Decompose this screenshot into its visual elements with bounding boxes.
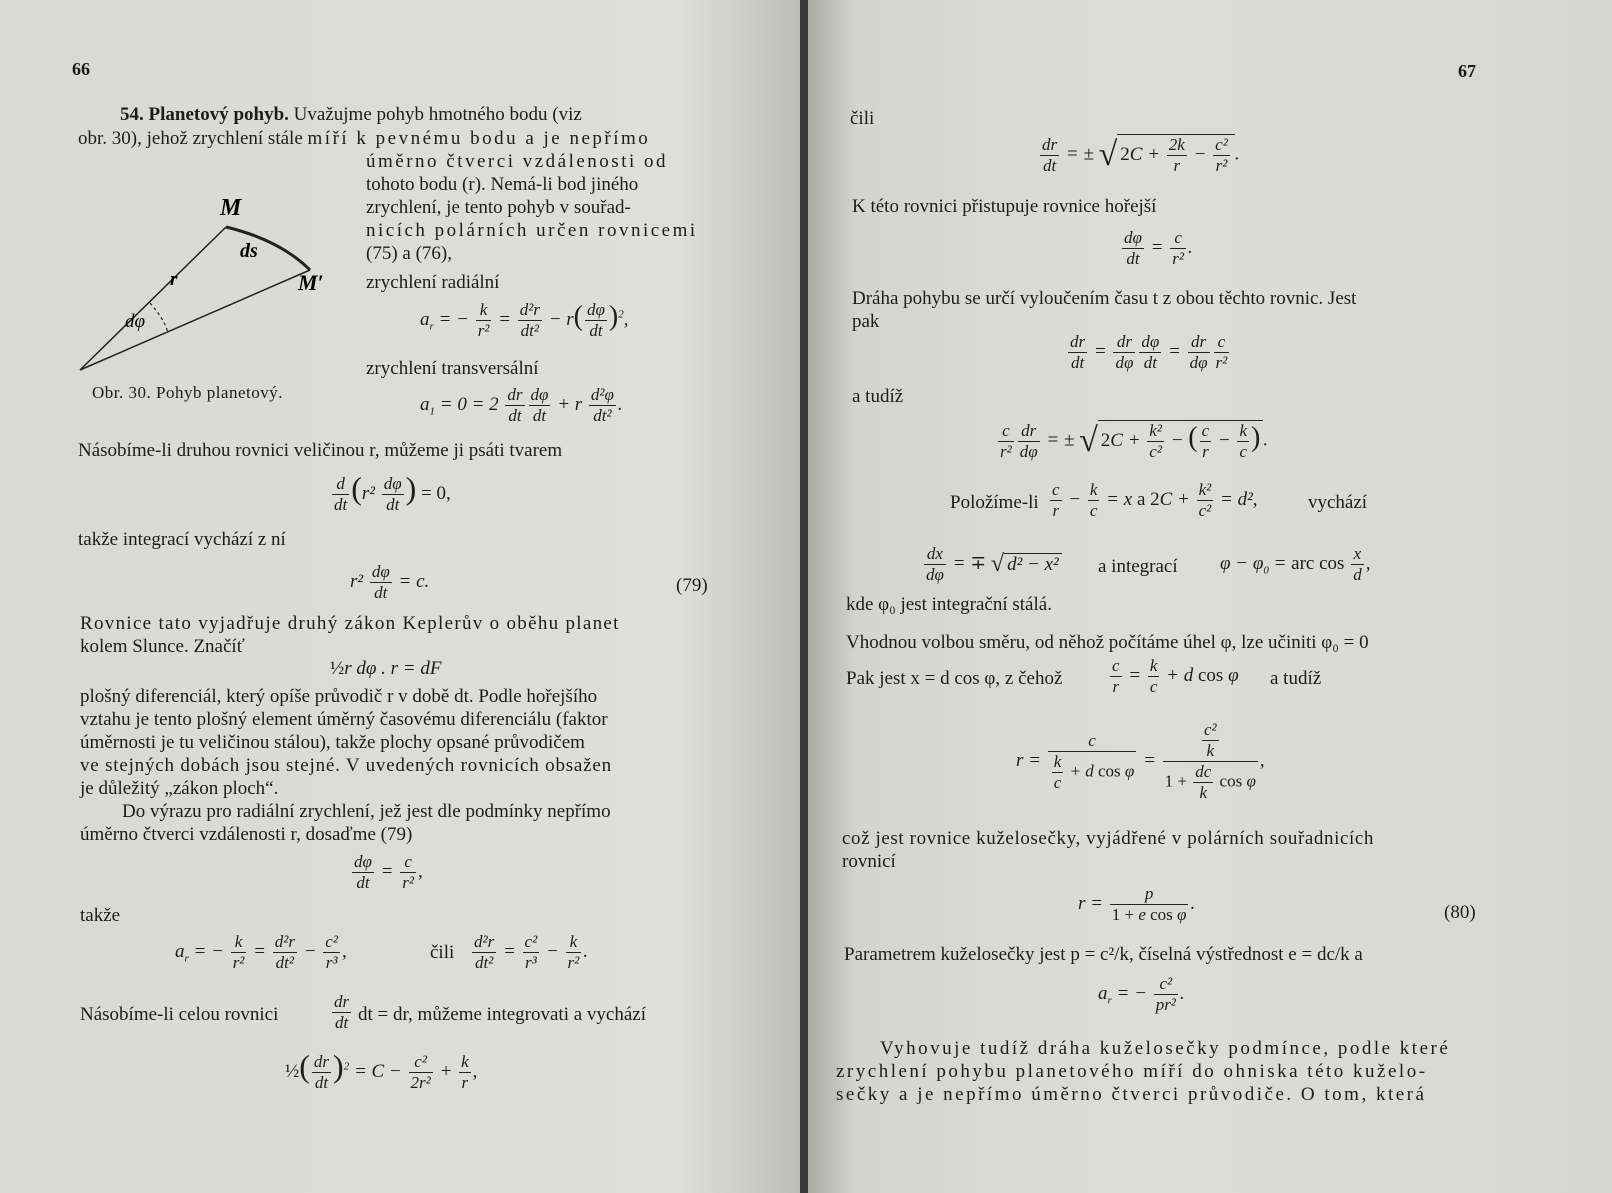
equation-c-over-r: $\frac{c}{r}$ = $\frac{k}{c}$ + d cos φ [1112, 656, 1239, 696]
text-line: čili [850, 108, 875, 129]
text-line: ve stejných dobách jsou stejné. V uvedených rovnicích obsažen [80, 755, 612, 776]
text-line: Vyhovuje tudíž dráha kuželosečky podmínce, podle které [880, 1038, 1451, 1059]
equation-number-79: (79) [676, 575, 708, 596]
text-line: rovnicí [842, 851, 896, 872]
text-line: a tudíž [1270, 668, 1322, 689]
heading-title: Planetový pohyb. [148, 104, 289, 125]
arc-ds [226, 227, 310, 270]
figure-caption: Obr. 30. Pohyb planetový. [92, 383, 283, 402]
equation-radial-acceleration: $a_r$ = − $\frac{k}{\text{r²}}$ = $\frac{\text{d²r}}{\text{dt²}}$ − r( $\frac{d\varphi}{dt}$ )$^2$, [420, 300, 629, 340]
text-line: sečky a je nepřímo úměrno čtverci průvodiče. O tom, která [836, 1084, 1427, 1105]
text-line: což jest rovnice kuželosečky, vyjádřené v polárních souřadnicích [842, 828, 1375, 849]
text-line: kde φ₀ jest integrační stálá. [846, 594, 1052, 615]
equation-area: ½r dφ . r = dF [330, 658, 442, 679]
text-line: takže [80, 905, 121, 926]
text-line: zrychlení pohybu planetového míří do ohniska této kuželo- [836, 1061, 1428, 1082]
heading-number: 54. [120, 104, 144, 125]
text-line: pak [852, 311, 880, 332]
equation-79: r² $\frac{d\varphi}{dt}$ = c. [350, 562, 430, 602]
text-line: úměrno čtverci vzdálenosti od [366, 151, 669, 172]
radius-line-r [80, 227, 226, 370]
label-ds: ds [240, 240, 258, 262]
arc-dphi [150, 303, 168, 333]
text-line: zrychlení, je tento pohyb v souřad- [366, 197, 631, 218]
text-line: zrychlení radiální [366, 272, 500, 293]
text-line: a tudíž [852, 386, 904, 407]
equation-dphi-dt-right: $\frac{d\varphi}{dt}$ = $\frac{c}{\text{r²}}$ . [1124, 228, 1193, 268]
equation-ar-substituted: $a_r$ = − $\frac{k}{\text{r²}}$ = $\frac{\text{d²r}}{\text{dt²}}$ − $\frac{\text{c²}}{\text{r³}}$ , [175, 932, 347, 972]
text-line: dt = dr, můžeme integrovati a vychází [358, 1004, 646, 1025]
text-line: Rovnice tato vyjadřuje druhý zákon Keplerův o oběhu planet [80, 613, 620, 634]
label-r: r [170, 269, 178, 290]
equation-energy: ½( $\frac{dr}{dt}$ )$^2$ = C − $\frac{\text{c²}}{\text{2r²}}$ + $\frac{k}{r}$ , [285, 1048, 478, 1093]
text-span-spaced: míří k pevnému bodu a je nepřímo [307, 128, 651, 149]
text-line: Parametrem kuželosečky jest p = c²/k, číselná výstřednost e = dc/k a [844, 944, 1363, 965]
text-line: Položíme-li [950, 492, 1039, 513]
text-line: Do výrazu pro radiální zrychlení, jež jest dle podmínky nepřímo [122, 801, 611, 822]
label-M-prime: M′ [298, 270, 324, 295]
equation-dr-dt: $\frac{dr}{dt}$ [334, 992, 350, 1032]
equation-d-dt: $\frac{d}{dt}$ (r² $\frac{d\varphi}{dt}$ ) = 0, [334, 470, 451, 515]
equation-substitution: $\frac{c}{r}$ − $\frac{k}{c}$ = x a 2C + $\frac{\text{k²}}{\text{c²}}$ = d², [1052, 480, 1258, 520]
text-line: (75) a (76), [366, 243, 452, 264]
text-line: plošný diferenciál, který opíše průvodič r v době dt. Podle hořejšího [80, 686, 598, 707]
text-line: Násobíme-li celou rovnici [80, 1004, 279, 1025]
text-line: vztahu je tento plošný element úměrný časovému diferenciálu (faktor [80, 709, 608, 730]
label-M: M [220, 195, 242, 221]
text-line: čili [430, 942, 455, 963]
text-line: Pak jest x = d cos φ, z čehož [846, 668, 1063, 689]
label-dphi: dφ [125, 311, 146, 332]
text-line: a integrací [1098, 556, 1178, 577]
text-line: takže integrací vychází z ní [78, 529, 286, 550]
text-line: nicích polárních určen rovnicemi [366, 220, 698, 241]
equation-dr-dt-sqrt: $\frac{dr}{dt}$ = ± √ 2C + $\frac{2k}{r}$ − $\frac{\text{c²}}{\text{r²}}$ . [1042, 134, 1240, 175]
text-line: úměrnosti je tu veličinou stálou), takže plochy opsané průvodičem [80, 732, 585, 753]
book-gutter [800, 0, 808, 1193]
right-page [808, 0, 1612, 1193]
page-number-right: 67 [1458, 61, 1476, 81]
text-line: Násobíme-li druhou rovnici veličinou r, můžeme ji psáti tvarem [78, 440, 563, 461]
text-span: obr. 30), jehož zrychlení stále [78, 128, 303, 149]
equation-integration: $\varphi - \varphi_0$ = arc cos $\frac{x}{d}$ , [1220, 544, 1371, 584]
text-line: je důležitý „zákon ploch“. [80, 778, 279, 799]
equation-80: r = $\frac{p}{\text{1 + e cos φ}}$ . [1078, 884, 1196, 924]
equation-transversal-acceleration: $a_1 = 0 = 2$ $\frac{dr}{dt}$ $\frac{d\varphi}{dt}$ + r $\frac{\text{d²φ}}{\text{dt²}}$ . [420, 385, 623, 425]
figure-30 [70, 195, 360, 380]
equation-d2r-dt2: $\frac{\text{d²r}}{\text{dt²}}$ = $\frac{\text{c²}}{\text{r³}}$ − $\frac{k}{\text{r²}}$ . [474, 932, 588, 972]
equation-ar-final: $a_r$ = − $\frac{\text{c²}}{\text{pr²}}$ . [1098, 974, 1185, 1014]
text-line: úměrno čtverci vzdálenosti r, dosaďme (79) [80, 824, 413, 845]
text-line: Dráha pohybu se určí vyloučením času t z obou těchto rovnic. Jest [852, 288, 1357, 309]
equation-number-80: (80) [1444, 902, 1476, 923]
radius-line-r2 [80, 270, 310, 370]
text-line: kolem Slunce. Značíť [80, 636, 245, 657]
text-line: vychází [1308, 492, 1368, 513]
equation-c-r2-dr-dphi: $\frac{c}{\text{r²}}$ $\frac{dr}{d\varphi}$ = ± √ 2C + $\frac{\text{k²}}{\text{c²}}$ − ( $\frac{c}{r}$ − $\frac{k}{c}$ ) . [1000, 420, 1269, 461]
text-line: Vhodnou volbou směru, od něhož počítáme úhel φ, lze učiniti φ₀ = 0 [846, 632, 1369, 653]
equation-dx-dphi: $\frac{dx}{d\varphi}$ = ∓ √ d² − x² [922, 544, 1062, 585]
equation-chain-rule: $\frac{dr}{dt}$ = $\frac{dr}{d\varphi}$ $\frac{d\varphi}{dt}$ = $\frac{dr}{d\varphi}$ $\frac{c}{\text{r²}}$ [1070, 332, 1228, 372]
left-page [0, 0, 800, 1193]
equation-dphi-dt: $\frac{d\varphi}{dt}$ = $\frac{c}{\text{r²}}$ , [354, 852, 423, 892]
text-line: Uvažujme pohyb hmotného bodu (viz [293, 104, 582, 125]
text-line: K této rovnici přistupuje rovnice hořejší [852, 196, 1157, 217]
equation-r-conic: r = c $\frac{k}{c}$ + d cos φ = $\frac{\text{c²}}{k}$ 1 + $\frac{dc}{k}$ cos φ , [1016, 720, 1265, 802]
text-line: tohoto bodu (r). Nemá-li bod jiného [366, 174, 639, 195]
page-number-left: 66 [72, 59, 90, 79]
text-line [78, 128, 650, 150]
text-line: zrychlení transversální [366, 358, 539, 379]
section-heading [120, 104, 582, 126]
